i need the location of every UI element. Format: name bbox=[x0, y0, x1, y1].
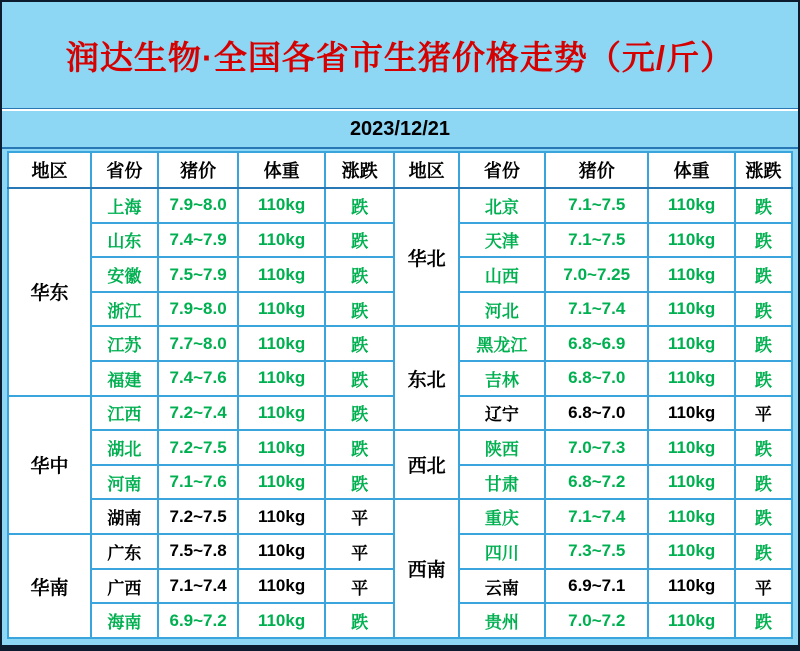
price-cell: 7.5~7.8 bbox=[158, 534, 239, 569]
price-cell: 6.8~6.9 bbox=[545, 326, 648, 361]
weight-cell: 110kg bbox=[648, 223, 734, 258]
table-row bbox=[8, 499, 792, 534]
trend-cell: 跌 bbox=[325, 188, 395, 223]
col-header-province: 省份 bbox=[91, 152, 158, 188]
province-cell: 贵州 bbox=[459, 603, 545, 638]
trend-cell: 跌 bbox=[735, 361, 792, 396]
region-cell: 西北 bbox=[394, 430, 458, 499]
weight-cell: 110kg bbox=[648, 292, 734, 327]
weight-cell: 110kg bbox=[648, 257, 734, 292]
weight-cell: 110kg bbox=[648, 569, 734, 604]
trend-cell: 跌 bbox=[325, 396, 395, 431]
col-header-region: 地区 bbox=[394, 152, 458, 188]
trend-cell: 跌 bbox=[325, 430, 395, 465]
trend-cell: 跌 bbox=[735, 326, 792, 361]
province-cell: 山西 bbox=[459, 257, 545, 292]
price-cell: 7.9~8.0 bbox=[158, 292, 239, 327]
app-frame bbox=[2, 2, 798, 645]
province-cell: 浙江 bbox=[91, 292, 158, 327]
province-cell: 福建 bbox=[91, 361, 158, 396]
province-cell: 吉林 bbox=[459, 361, 545, 396]
province-cell: 河南 bbox=[91, 465, 158, 500]
weight-cell: 110kg bbox=[648, 430, 734, 465]
price-cell: 7.1~7.5 bbox=[545, 188, 648, 223]
trend-cell: 跌 bbox=[325, 257, 395, 292]
province-cell: 黑龙江 bbox=[459, 326, 545, 361]
price-cell: 7.4~7.6 bbox=[158, 361, 239, 396]
weight-cell: 110kg bbox=[648, 361, 734, 396]
weight-cell: 110kg bbox=[238, 499, 324, 534]
trend-cell: 跌 bbox=[325, 361, 395, 396]
price-cell: 7.1~7.4 bbox=[545, 292, 648, 327]
region-cell: 华中 bbox=[8, 396, 91, 534]
col-header-weight: 体重 bbox=[648, 152, 734, 188]
col-header-province: 省份 bbox=[459, 152, 545, 188]
region-cell: 华东 bbox=[8, 188, 91, 396]
price-cell: 7.3~7.5 bbox=[545, 534, 648, 569]
weight-cell: 110kg bbox=[238, 534, 324, 569]
trend-cell: 平 bbox=[735, 396, 792, 431]
weight-cell: 110kg bbox=[648, 465, 734, 500]
weight-cell: 110kg bbox=[238, 257, 324, 292]
trend-cell: 跌 bbox=[735, 430, 792, 465]
date-label: 2023/12/21 bbox=[2, 109, 798, 149]
province-cell: 山东 bbox=[91, 223, 158, 258]
province-cell: 江苏 bbox=[91, 326, 158, 361]
price-cell: 7.2~7.5 bbox=[158, 499, 239, 534]
trend-cell: 跌 bbox=[325, 326, 395, 361]
trend-cell: 跌 bbox=[735, 223, 792, 258]
weight-cell: 110kg bbox=[648, 603, 734, 638]
price-table bbox=[7, 151, 793, 639]
table-row bbox=[8, 188, 792, 223]
trend-cell: 跌 bbox=[735, 292, 792, 327]
trend-cell: 跌 bbox=[735, 499, 792, 534]
price-cell: 7.5~7.9 bbox=[158, 257, 239, 292]
weight-cell: 110kg bbox=[238, 292, 324, 327]
trend-cell: 跌 bbox=[325, 603, 395, 638]
col-header-price: 猪价 bbox=[158, 152, 239, 188]
region-cell: 东北 bbox=[394, 326, 458, 430]
weight-cell: 110kg bbox=[238, 326, 324, 361]
price-cell: 6.8~7.0 bbox=[545, 361, 648, 396]
price-cell: 7.2~7.4 bbox=[158, 396, 239, 431]
price-cell: 7.0~7.3 bbox=[545, 430, 648, 465]
weight-cell: 110kg bbox=[238, 603, 324, 638]
trend-cell: 平 bbox=[325, 499, 395, 534]
price-cell: 7.9~8.0 bbox=[158, 188, 239, 223]
trend-cell: 跌 bbox=[735, 465, 792, 500]
price-cell: 6.9~7.1 bbox=[545, 569, 648, 604]
province-cell: 江西 bbox=[91, 396, 158, 431]
col-header-price: 猪价 bbox=[545, 152, 648, 188]
price-cell: 6.8~7.0 bbox=[545, 396, 648, 431]
table-row bbox=[8, 430, 792, 465]
province-cell: 甘肃 bbox=[459, 465, 545, 500]
price-cell: 7.4~7.9 bbox=[158, 223, 239, 258]
province-cell: 天津 bbox=[459, 223, 545, 258]
trend-cell: 跌 bbox=[325, 292, 395, 327]
province-cell: 云南 bbox=[459, 569, 545, 604]
price-cell: 7.0~7.2 bbox=[545, 603, 648, 638]
province-cell: 重庆 bbox=[459, 499, 545, 534]
trend-cell: 平 bbox=[735, 569, 792, 604]
col-header-trend: 涨跌 bbox=[735, 152, 792, 188]
price-cell: 7.7~8.0 bbox=[158, 326, 239, 361]
col-header-trend: 涨跌 bbox=[325, 152, 395, 188]
province-cell: 广西 bbox=[91, 569, 158, 604]
col-header-region: 地区 bbox=[8, 152, 91, 188]
weight-cell: 110kg bbox=[648, 326, 734, 361]
weight-cell: 110kg bbox=[648, 188, 734, 223]
price-cell: 6.9~7.2 bbox=[158, 603, 239, 638]
trend-cell: 跌 bbox=[325, 223, 395, 258]
trend-cell: 跌 bbox=[735, 603, 792, 638]
price-cell: 6.8~7.2 bbox=[545, 465, 648, 500]
weight-cell: 110kg bbox=[238, 188, 324, 223]
province-cell: 北京 bbox=[459, 188, 545, 223]
weight-cell: 110kg bbox=[238, 361, 324, 396]
trend-cell: 平 bbox=[325, 534, 395, 569]
province-cell: 安徽 bbox=[91, 257, 158, 292]
price-cell: 7.1~7.5 bbox=[545, 223, 648, 258]
trend-cell: 平 bbox=[325, 569, 395, 604]
trend-cell: 跌 bbox=[735, 188, 792, 223]
header-row bbox=[8, 152, 792, 188]
province-cell: 辽宁 bbox=[459, 396, 545, 431]
weight-cell: 110kg bbox=[238, 396, 324, 431]
weight-cell: 110kg bbox=[238, 430, 324, 465]
region-cell: 华南 bbox=[8, 534, 91, 638]
trend-cell: 跌 bbox=[325, 465, 395, 500]
price-cell: 7.1~7.4 bbox=[158, 569, 239, 604]
province-cell: 湖北 bbox=[91, 430, 158, 465]
weight-cell: 110kg bbox=[648, 499, 734, 534]
trend-cell: 跌 bbox=[735, 257, 792, 292]
province-cell: 陕西 bbox=[459, 430, 545, 465]
weight-cell: 110kg bbox=[238, 569, 324, 604]
province-cell: 上海 bbox=[91, 188, 158, 223]
price-cell: 7.0~7.25 bbox=[545, 257, 648, 292]
price-cell: 7.1~7.6 bbox=[158, 465, 239, 500]
region-cell: 华北 bbox=[394, 188, 458, 326]
price-cell: 7.1~7.4 bbox=[545, 499, 648, 534]
price-cell: 7.2~7.5 bbox=[158, 430, 239, 465]
province-cell: 广东 bbox=[91, 534, 158, 569]
weight-cell: 110kg bbox=[238, 223, 324, 258]
province-cell: 河北 bbox=[459, 292, 545, 327]
weight-cell: 110kg bbox=[648, 396, 734, 431]
province-cell: 海南 bbox=[91, 603, 158, 638]
province-cell: 四川 bbox=[459, 534, 545, 569]
table-wrap bbox=[2, 149, 798, 645]
col-header-weight: 体重 bbox=[238, 152, 324, 188]
trend-cell: 跌 bbox=[735, 534, 792, 569]
page-title: 润达生物·全国各省市生猪价格走势（元/斤） bbox=[2, 2, 798, 109]
province-cell: 湖南 bbox=[91, 499, 158, 534]
weight-cell: 110kg bbox=[238, 465, 324, 500]
table-row bbox=[8, 326, 792, 361]
region-cell: 西南 bbox=[394, 499, 458, 638]
weight-cell: 110kg bbox=[648, 534, 734, 569]
